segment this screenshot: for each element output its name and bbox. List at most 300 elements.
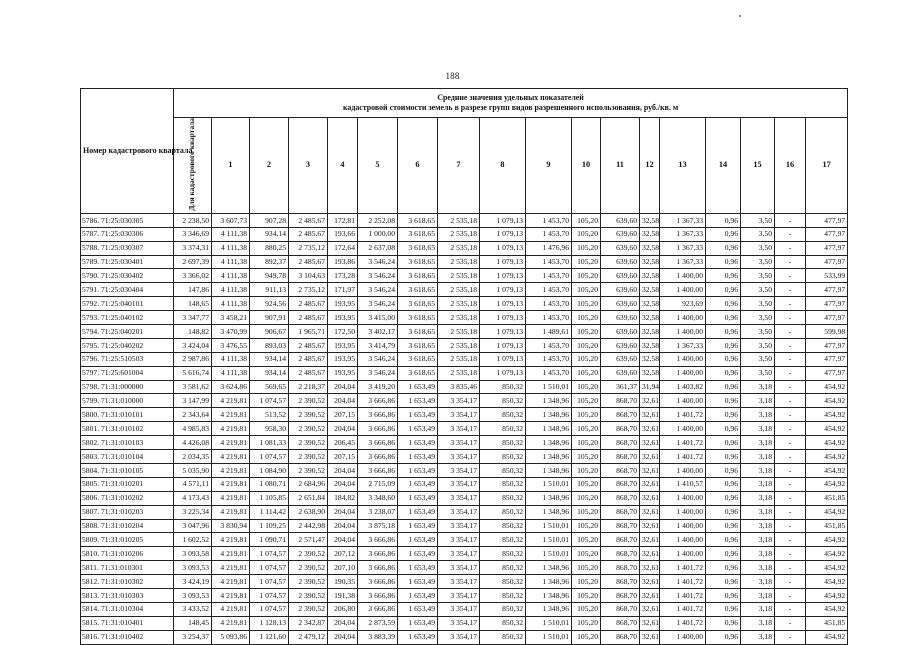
table-title-line2: кадастровой стоимости земель в разрезе групп видов разрешенного использования, руб./кв. м: [342, 103, 679, 112]
value-cell: -: [775, 366, 806, 380]
value-cell: 0,96: [706, 602, 741, 616]
cadastral-value-table: [80, 88, 848, 645]
value-cell: 2 535,18: [438, 338, 480, 352]
value-cell: 105,20: [572, 477, 601, 491]
value-cell: 3 546,24: [358, 283, 398, 297]
value-cell: 2 535,18: [438, 352, 480, 366]
value-cell: -: [775, 436, 806, 450]
value-cell: 1 401,72: [660, 588, 706, 602]
quarter-number-cell: 5788. 71:25:030307: [81, 241, 174, 255]
value-cell: 1 079,13: [480, 213, 526, 227]
quarter-number-cell: 5796. 71:25:510503: [81, 352, 174, 366]
value-cell: 1 074,57: [250, 394, 289, 408]
value-cell: 3,50: [741, 338, 775, 352]
group-column-header: 14: [706, 118, 741, 214]
value-cell: 193,86: [328, 255, 358, 269]
group-column-header: 8: [480, 118, 526, 214]
value-cell: 1 401,72: [660, 561, 706, 575]
value-cell: 3 354,17: [438, 394, 480, 408]
table-row: [81, 213, 848, 227]
value-cell: 2 535,18: [438, 227, 480, 241]
value-cell: 3 093,53: [174, 561, 212, 575]
value-cell: 1 348,96: [526, 450, 572, 464]
value-cell: 172,50: [328, 325, 358, 339]
value-cell: 1 965,71: [289, 325, 328, 339]
value-cell: 1 090,71: [250, 533, 289, 547]
value-cell: 193,95: [328, 338, 358, 352]
value-cell: 204,04: [328, 477, 358, 491]
value-cell: 2 485,67: [289, 352, 328, 366]
value-cell: 3 618,65: [398, 241, 438, 255]
value-cell: 477,97: [806, 352, 848, 366]
value-cell: 0,96: [706, 297, 741, 311]
value-cell: 868,70: [601, 561, 640, 575]
value-cell: -: [775, 422, 806, 436]
value-cell: 2 390,52: [289, 602, 328, 616]
value-cell: 3 354,17: [438, 463, 480, 477]
value-cell: 639,60: [601, 338, 640, 352]
value-cell: 191,38: [328, 588, 358, 602]
value-cell: -: [775, 616, 806, 630]
value-cell: 3,18: [741, 436, 775, 450]
value-cell: 31,94: [640, 380, 660, 394]
value-cell: 3 666,86: [358, 547, 398, 561]
value-cell: 105,20: [572, 463, 601, 477]
value-cell: 206,45: [328, 436, 358, 450]
value-cell: 207,10: [328, 561, 358, 575]
value-cell: 1 510,01: [526, 519, 572, 533]
value-cell: 32,61: [640, 602, 660, 616]
value-cell: 907,28: [250, 213, 289, 227]
value-cell: -: [775, 588, 806, 602]
value-cell: 3 354,17: [438, 561, 480, 575]
value-cell: 3 618,65: [398, 213, 438, 227]
value-cell: 32,61: [640, 408, 660, 422]
value-cell: 4 111,38: [212, 366, 250, 380]
value-cell: 3 666,86: [358, 533, 398, 547]
value-cell: 850,32: [480, 588, 526, 602]
value-cell: 105,20: [572, 408, 601, 422]
value-cell: 3 354,17: [438, 436, 480, 450]
quarter-number-cell: 5803. 71:31:010104: [81, 450, 174, 464]
value-cell: 3 354,17: [438, 630, 480, 644]
value-cell: 1 128,13: [250, 616, 289, 630]
value-cell: -: [775, 325, 806, 339]
value-cell: 3 546,24: [358, 352, 398, 366]
value-cell: 3 419,20: [358, 380, 398, 394]
value-cell: 1 121,60: [250, 630, 289, 644]
value-cell: 2 535,18: [438, 297, 480, 311]
group-column-header: 4: [328, 118, 358, 214]
value-cell: 1 653,49: [398, 630, 438, 644]
value-cell: 32,58: [640, 241, 660, 255]
value-cell: 0,96: [706, 269, 741, 283]
value-cell: 3 347,77: [174, 311, 212, 325]
quarter-number-cell: 5804. 71:31:010105: [81, 463, 174, 477]
value-cell: 1 453,70: [526, 283, 572, 297]
value-cell: 3 666,86: [358, 588, 398, 602]
value-cell: 3 470,99: [212, 325, 250, 339]
value-cell: 0,96: [706, 380, 741, 394]
group-column-header: 6: [398, 118, 438, 214]
value-cell: 868,70: [601, 450, 640, 464]
value-cell: 3 104,63: [289, 269, 328, 283]
value-cell: 3 348,60: [358, 491, 398, 505]
value-cell: 454,92: [806, 602, 848, 616]
value-cell: 850,32: [480, 450, 526, 464]
value-cell: 105,20: [572, 575, 601, 589]
value-cell: 0,96: [706, 408, 741, 422]
value-cell: 2 535,18: [438, 311, 480, 325]
group-column-header: 2: [250, 118, 289, 214]
value-cell: 4 173,43: [174, 491, 212, 505]
value-cell: 2 987,86: [174, 352, 212, 366]
value-cell: 454,92: [806, 630, 848, 644]
value-cell: 105,20: [572, 533, 601, 547]
value-cell: 850,32: [480, 630, 526, 644]
value-cell: 32,58: [640, 283, 660, 297]
value-cell: 3 666,86: [358, 561, 398, 575]
value-cell: 1 084,90: [250, 463, 289, 477]
value-cell: 1 510,01: [526, 616, 572, 630]
value-cell: 32,61: [640, 463, 660, 477]
value-cell: 4 111,38: [212, 352, 250, 366]
table-row: [81, 463, 848, 477]
value-cell: 1 453,70: [526, 338, 572, 352]
group-column-header: 15: [741, 118, 775, 214]
value-cell: 32,61: [640, 630, 660, 644]
value-cell: 3,50: [741, 325, 775, 339]
table-row: [81, 325, 848, 339]
value-cell: 1 074,57: [250, 575, 289, 589]
value-cell: 5 093,86: [212, 630, 250, 644]
value-cell: 639,60: [601, 297, 640, 311]
value-cell: 2 390,52: [289, 450, 328, 464]
value-cell: 0,96: [706, 255, 741, 269]
value-cell: 204,04: [328, 463, 358, 477]
value-cell: 2 535,18: [438, 255, 480, 269]
value-cell: 906,67: [250, 325, 289, 339]
group-column-header: 12: [640, 118, 660, 214]
value-cell: 3 147,99: [174, 394, 212, 408]
value-cell: 193,95: [328, 311, 358, 325]
value-cell: 105,20: [572, 561, 601, 575]
value-cell: 32,58: [640, 338, 660, 352]
value-cell: 184,82: [328, 491, 358, 505]
value-cell: 3 047,96: [174, 519, 212, 533]
value-cell: 2 485,67: [289, 213, 328, 227]
value-cell: 3,18: [741, 602, 775, 616]
value-cell: 193,95: [328, 352, 358, 366]
value-cell: 639,60: [601, 255, 640, 269]
value-cell: 105,20: [572, 588, 601, 602]
value-cell: 934,14: [250, 352, 289, 366]
value-cell: 3 830,94: [212, 519, 250, 533]
value-cell: 868,70: [601, 491, 640, 505]
value-cell: 2 034,35: [174, 450, 212, 464]
value-cell: 3,50: [741, 255, 775, 269]
value-cell: 850,32: [480, 380, 526, 394]
value-cell: -: [775, 408, 806, 422]
value-cell: 148,82: [174, 325, 212, 339]
value-cell: 477,97: [806, 311, 848, 325]
value-cell: 3 875,18: [358, 519, 398, 533]
value-cell: 1 400,00: [660, 505, 706, 519]
table-row: [81, 227, 848, 241]
value-cell: 32,61: [640, 450, 660, 464]
value-cell: 3 666,86: [358, 450, 398, 464]
value-cell: 3 414,79: [358, 338, 398, 352]
value-cell: -: [775, 283, 806, 297]
value-cell: 1 348,96: [526, 588, 572, 602]
value-cell: 451,85: [806, 616, 848, 630]
value-cell: 1 400,00: [660, 547, 706, 561]
value-cell: 1 348,96: [526, 491, 572, 505]
value-cell: 850,32: [480, 491, 526, 505]
value-cell: 850,32: [480, 575, 526, 589]
value-cell: 3,18: [741, 408, 775, 422]
value-cell: 1 453,70: [526, 255, 572, 269]
value-cell: 2 238,50: [174, 213, 212, 227]
value-cell: 4 219,81: [212, 477, 250, 491]
value-cell: 1 489,61: [526, 325, 572, 339]
value-cell: 1 510,01: [526, 477, 572, 491]
value-cell: 1 348,96: [526, 394, 572, 408]
value-cell: -: [775, 519, 806, 533]
value-cell: 1 400,00: [660, 311, 706, 325]
table-title-header: [174, 89, 848, 118]
value-cell: 3 618,65: [398, 255, 438, 269]
value-cell: 2 390,52: [289, 588, 328, 602]
value-cell: 2 390,52: [289, 561, 328, 575]
value-cell: 868,70: [601, 394, 640, 408]
value-cell: 1 348,96: [526, 408, 572, 422]
value-cell: 639,60: [601, 366, 640, 380]
value-cell: 32,61: [640, 491, 660, 505]
value-cell: 850,32: [480, 561, 526, 575]
value-cell: 1 653,49: [398, 463, 438, 477]
value-cell: 0,96: [706, 227, 741, 241]
value-cell: 4 219,81: [212, 533, 250, 547]
value-cell: 477,97: [806, 227, 848, 241]
value-cell: 1 400,00: [660, 283, 706, 297]
value-cell: 850,32: [480, 505, 526, 519]
quarter-column-header: Номер кадастрового квартала: [81, 89, 174, 214]
value-cell: 105,20: [572, 602, 601, 616]
value-cell: 204,04: [328, 505, 358, 519]
value-cell: 2 485,67: [289, 297, 328, 311]
value-cell: 1 510,01: [526, 533, 572, 547]
value-cell: 907,91: [250, 311, 289, 325]
value-cell: 868,70: [601, 408, 640, 422]
value-cell: -: [775, 547, 806, 561]
value-cell: 204,04: [328, 380, 358, 394]
value-cell: 32,61: [640, 616, 660, 630]
value-cell: 105,20: [572, 505, 601, 519]
value-cell: 105,20: [572, 338, 601, 352]
value-cell: 2 485,67: [289, 255, 328, 269]
value-cell: 454,92: [806, 505, 848, 519]
table-row: [81, 283, 848, 297]
value-cell: 3,18: [741, 575, 775, 589]
value-cell: 105,20: [572, 269, 601, 283]
value-cell: 477,97: [806, 366, 848, 380]
value-cell: 868,70: [601, 422, 640, 436]
value-cell: 193,95: [328, 297, 358, 311]
value-cell: 1 401,72: [660, 616, 706, 630]
quarter-number-cell: 5790. 71:25:030402: [81, 269, 174, 283]
value-cell: 3 354,17: [438, 547, 480, 561]
value-cell: 1 653,49: [398, 436, 438, 450]
value-cell: 3 424,19: [174, 575, 212, 589]
value-cell: 4 219,81: [212, 394, 250, 408]
value-cell: 1 653,49: [398, 491, 438, 505]
value-cell: 105,20: [572, 436, 601, 450]
value-cell: 3,18: [741, 491, 775, 505]
value-cell: 32,61: [640, 533, 660, 547]
value-cell: 2 735,12: [289, 241, 328, 255]
value-cell: 3 346,69: [174, 227, 212, 241]
value-cell: 1 400,00: [660, 519, 706, 533]
value-cell: 0,96: [706, 366, 741, 380]
group-column-header: 7: [438, 118, 480, 214]
value-cell: 105,20: [572, 213, 601, 227]
value-cell: 868,70: [601, 463, 640, 477]
value-cell: 1 079,13: [480, 325, 526, 339]
value-cell: 451,85: [806, 491, 848, 505]
quarter-number-cell: 5805. 71:31:010201: [81, 477, 174, 491]
value-cell: 1 348,96: [526, 602, 572, 616]
value-cell: 2 535,18: [438, 325, 480, 339]
value-cell: 3 354,17: [438, 422, 480, 436]
group-column-header: 10: [572, 118, 601, 214]
value-cell: 3,50: [741, 297, 775, 311]
value-cell: 32,61: [640, 505, 660, 519]
value-cell: 3,18: [741, 505, 775, 519]
value-cell: 934,14: [250, 227, 289, 241]
value-cell: 3,18: [741, 588, 775, 602]
value-cell: 172,81: [328, 213, 358, 227]
value-cell: 105,20: [572, 450, 601, 464]
value-cell: 454,92: [806, 463, 848, 477]
value-cell: 32,58: [640, 213, 660, 227]
value-cell: 3 093,53: [174, 588, 212, 602]
value-cell: 2 390,52: [289, 436, 328, 450]
value-cell: 204,04: [328, 630, 358, 644]
value-cell: 32,58: [640, 227, 660, 241]
value-cell: 1 079,13: [480, 255, 526, 269]
value-cell: 639,60: [601, 283, 640, 297]
value-cell: 0,96: [706, 477, 741, 491]
value-cell: 850,32: [480, 436, 526, 450]
value-cell: 3,18: [741, 561, 775, 575]
value-cell: 1 476,96: [526, 241, 572, 255]
value-cell: 0,96: [706, 450, 741, 464]
value-cell: -: [775, 297, 806, 311]
value-cell: 3 835,46: [438, 380, 480, 394]
value-cell: 3 354,17: [438, 477, 480, 491]
value-cell: 1 367,33: [660, 241, 706, 255]
value-cell: 868,70: [601, 547, 640, 561]
value-cell: 850,32: [480, 408, 526, 422]
value-cell: 3,50: [741, 352, 775, 366]
table-row: [81, 338, 848, 352]
value-cell: 3 618,65: [398, 297, 438, 311]
value-cell: 3 618,65: [398, 338, 438, 352]
table-row: [81, 366, 848, 380]
value-cell: 1 079,13: [480, 352, 526, 366]
value-cell: 361,37: [601, 380, 640, 394]
value-cell: 4 219,81: [212, 602, 250, 616]
value-cell: 1 400,00: [660, 269, 706, 283]
value-cell: 868,70: [601, 519, 640, 533]
table-row: [81, 547, 848, 561]
value-cell: 2 252,08: [358, 213, 398, 227]
value-cell: 32,61: [640, 561, 660, 575]
table-row: [81, 255, 848, 269]
value-cell: 32,58: [640, 366, 660, 380]
value-cell: 105,20: [572, 241, 601, 255]
value-cell: 454,92: [806, 436, 848, 450]
value-cell: 1 510,01: [526, 547, 572, 561]
table-row: [81, 269, 848, 283]
value-cell: 0,96: [706, 561, 741, 575]
value-cell: 4 219,81: [212, 491, 250, 505]
value-cell: 32,58: [640, 325, 660, 339]
group-column-header: 17: [806, 118, 848, 214]
value-cell: -: [775, 394, 806, 408]
value-cell: 533,99: [806, 269, 848, 283]
value-cell: 2 535,18: [438, 366, 480, 380]
value-cell: 1 081,33: [250, 436, 289, 450]
value-cell: 207,15: [328, 450, 358, 464]
value-cell: 639,60: [601, 311, 640, 325]
value-cell: 454,92: [806, 408, 848, 422]
value-cell: 105,20: [572, 227, 601, 241]
value-cell: 1 074,57: [250, 450, 289, 464]
quarter-number-cell: 5792. 71:25:040101: [81, 297, 174, 311]
value-cell: -: [775, 227, 806, 241]
table-title-line1: Средние значения удельных показателей: [437, 92, 584, 102]
value-cell: -: [775, 380, 806, 394]
value-cell: 3 424,04: [174, 338, 212, 352]
value-cell: 3 354,17: [438, 616, 480, 630]
value-cell: 3 618,65: [398, 325, 438, 339]
value-cell: 4 219,81: [212, 450, 250, 464]
value-cell: 3 883,39: [358, 630, 398, 644]
quarter-number-cell: 5810. 71:31:010206: [81, 547, 174, 561]
value-cell: 1 653,49: [398, 422, 438, 436]
value-cell: 0,96: [706, 463, 741, 477]
table-row: [81, 408, 848, 422]
group-column-header: 5: [358, 118, 398, 214]
value-cell: 2 697,39: [174, 255, 212, 269]
quarter-value-header-text: Для кадастрового квартала: [187, 118, 197, 211]
value-cell: 32,61: [640, 575, 660, 589]
value-cell: 3,18: [741, 533, 775, 547]
value-cell: 1 453,70: [526, 227, 572, 241]
value-cell: 0,96: [706, 325, 741, 339]
value-cell: 3 607,73: [212, 213, 250, 227]
value-cell: 1 348,96: [526, 463, 572, 477]
value-cell: 1 367,33: [660, 213, 706, 227]
quarter-value-column-header: [174, 118, 212, 214]
value-cell: 850,32: [480, 602, 526, 616]
value-cell: 3 666,86: [358, 575, 398, 589]
value-cell: 924,56: [250, 297, 289, 311]
value-cell: 3 476,55: [212, 338, 250, 352]
value-cell: 513,52: [250, 408, 289, 422]
